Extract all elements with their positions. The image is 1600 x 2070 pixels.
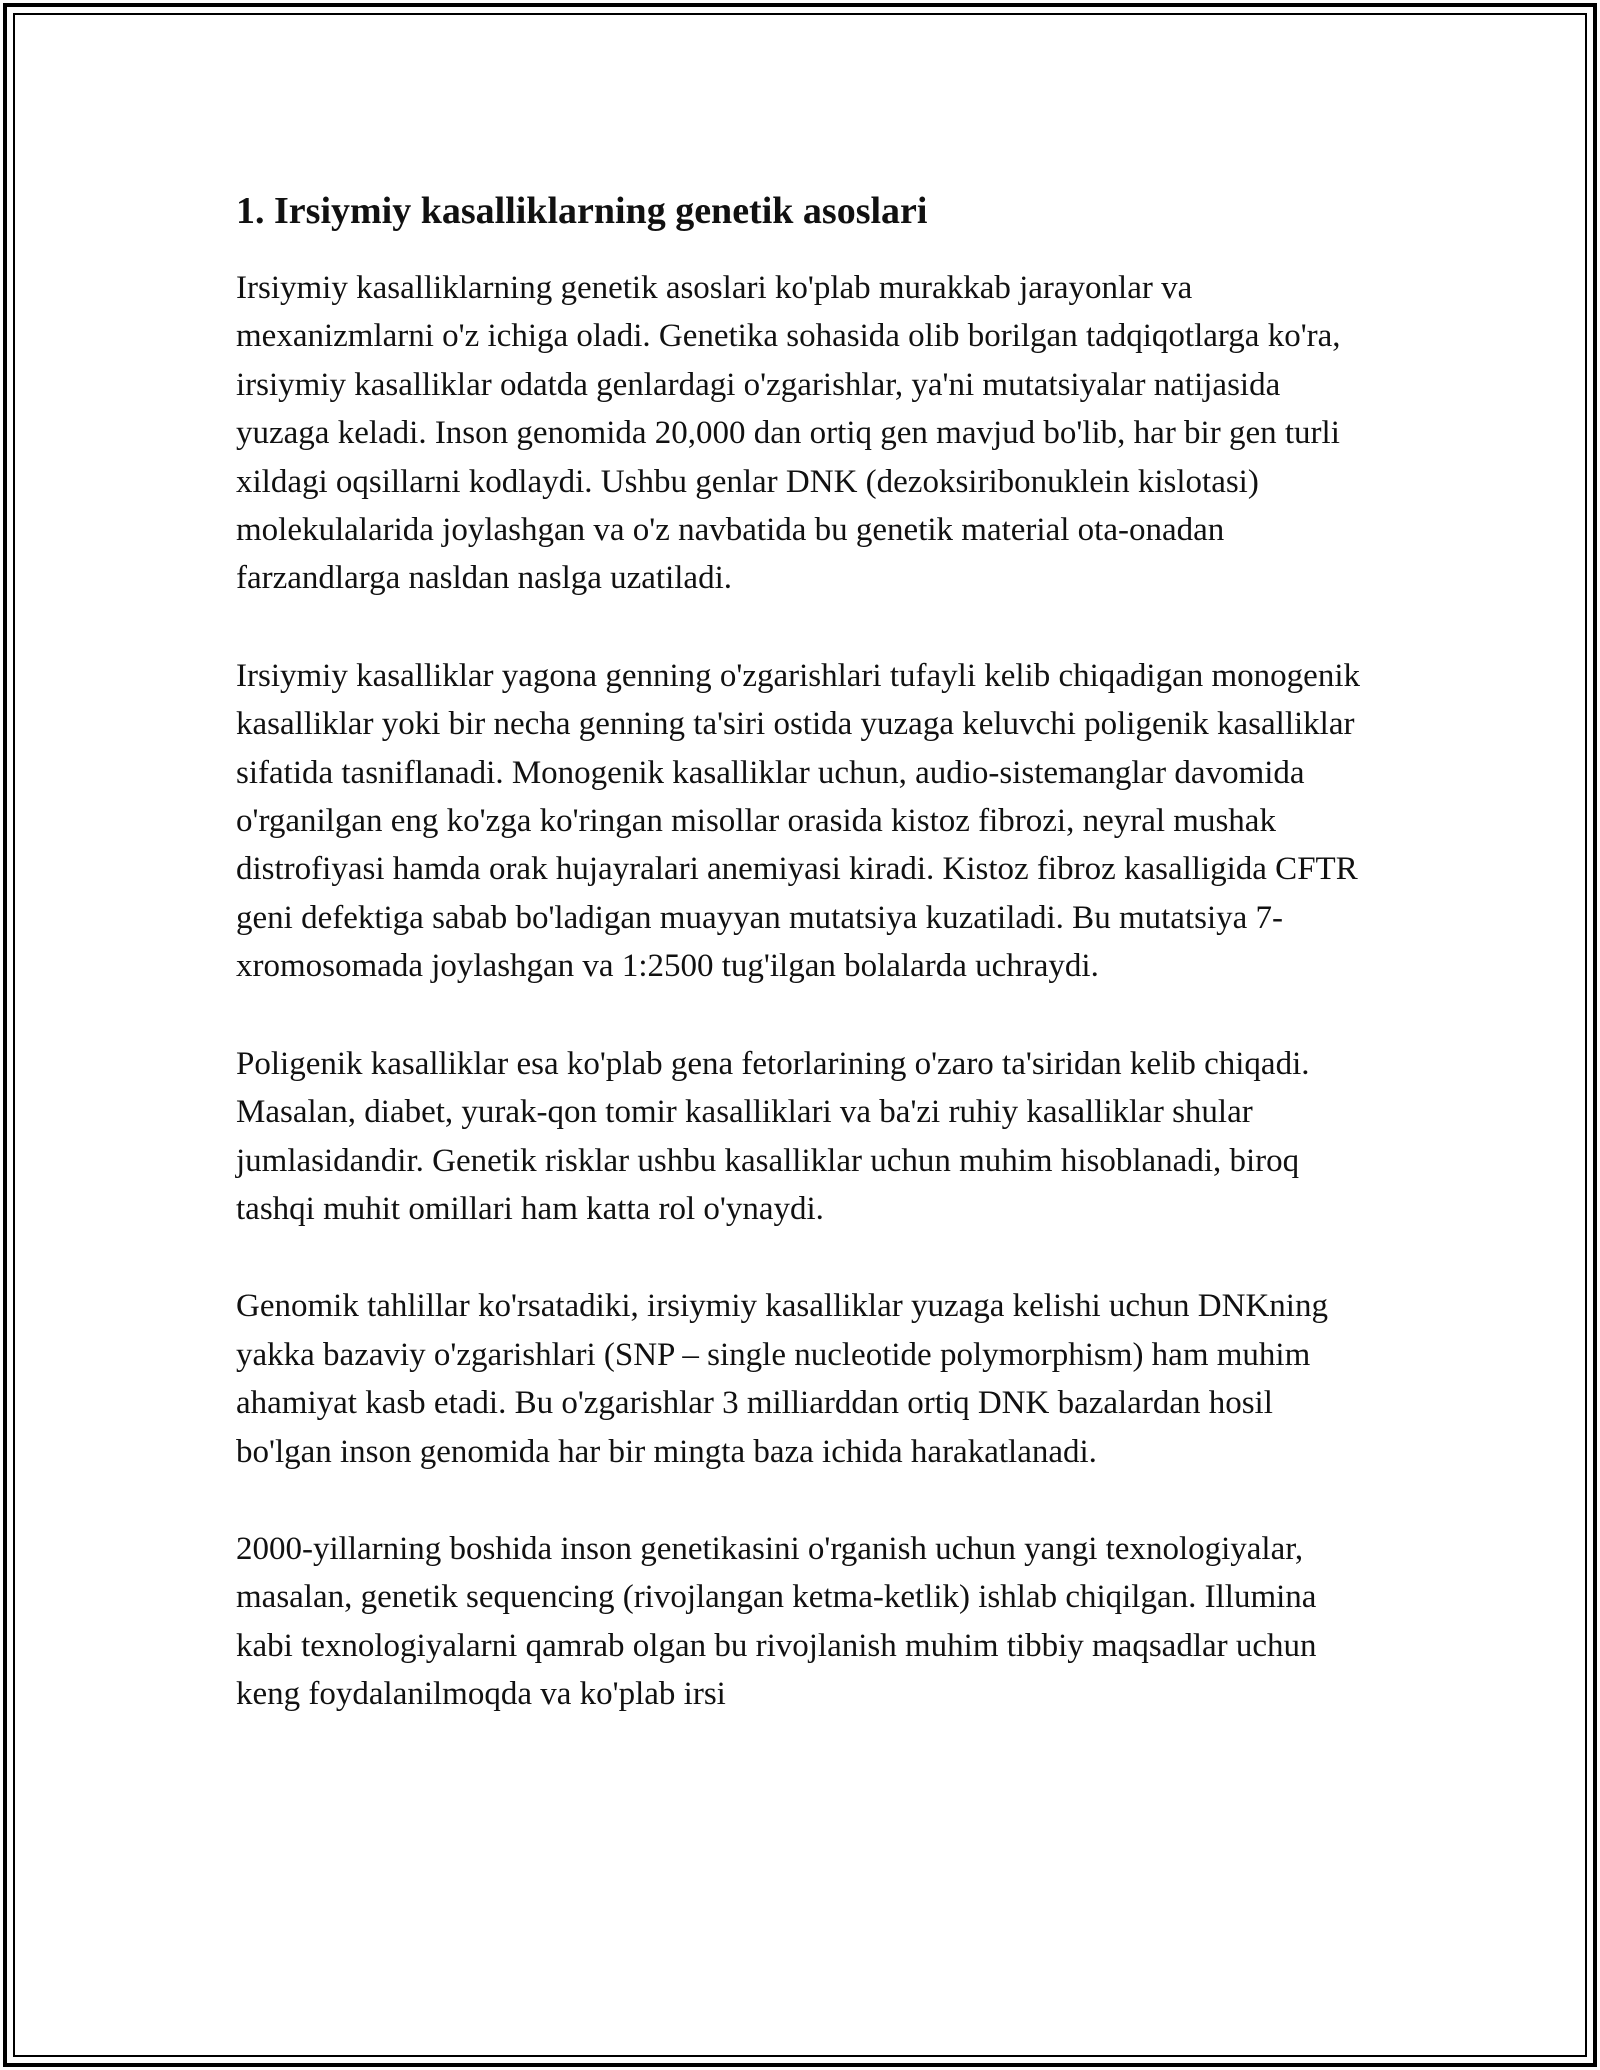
section-heading: 1. Irsiymiy kasalliklarning genetik asoslari: [236, 190, 928, 232]
paragraph-2: Irsiymiy kasalliklar yagona genning o'zgarishlari tufayli kelib chiqadigan monogenik kasalliklar yoki bir necha genning ta'siri ostida yuzaga keluvchi poligenik kasalliklar sifatida tasniflanadi. Monogenik kasalliklar uchun, audio-sistemanglar davomida o'rganilgan eng ko'zga ko'ringan misollar orasida kistoz fibrozi, neyral mushak distrofiyasi hamda orak hujayralari anemiyasi kiradi. Kistoz fibroz kasalligida CFTR geni defektiga sabab bo'ladigan muayyan mutatsiya kuzatiladi. Bu mutatsiya 7-xromosomada joylashgan va 1:2500 tug'ilgan bolalarda uchraydi.: [236, 657, 1360, 985]
paragraph-3: Poligenik kasalliklar esa ko'plab gena fetorlarining o'zaro ta'siridan kelib chiqadi. Masalan, diabet, yurak-qon tomir kasalliklari va ba'zi ruhiy kasalliklar shular jumlasidandir. Genetik risklar ushbu kasalliklar uchun muhim hisoblanadi, biroq tashqi muhit omillari ham katta rol o'ynaydi.: [236, 1045, 1310, 1227]
paragraph-1: Irsiymiy kasalliklarning genetik asoslari ko'plab murakkab jarayonlar va mexanizmlarni o'z ichiga oladi. Genetika sohasida olib borilgan tadqiqotlarga ko'ra, irsiymiy kasalliklar odatda genlardagi o'zgarishlar, ya'ni mutatsiyalar natijasida yuzaga keladi. Inson genomida 20,000 dan ortiq gen mavjud bo'lib, har bir gen turli xildagi oqsillarni kodlaydi. Ushbu genlar DNK (dezoksiribonuklein kislotasi) molekulalarida joylashgan va o'z navbatida bu genetik material ota-onadan farzandlarga nasldan naslga uzatiladi.: [236, 270, 1341, 597]
document-content: [236, 186, 1360, 1768]
paragraph-5: 2000-yillarning boshida inson genetikasini o'rganish uchun yangi texnologiyalar, masalan, genetik sequencing (rivojlangan ketma-ketlik) ishlab chiqilgan. Illumina kabi texnologiyalarni qamrab olgan bu rivojlanish muhim tibbiy maqsadlar uchun keng foydalanilmoqda va ko'plab irsi: [236, 1530, 1317, 1713]
paragraph-4: Genomik tahlillar ko'rsatadiki, irsiymiy kasalliklar yuzaga kelishi uchun DNKning yakka bazaviy o'zgarishlari (SNP – single nucleotide polymorphism) ham muhim ahamiyat kasb etadi. Bu o'zgarishlar 3 milliarddan ortiq DNK bazalardan hosil bo'lgan inson genomida har bir mingta baza ichida harakatlanadi.: [236, 1288, 1328, 1470]
